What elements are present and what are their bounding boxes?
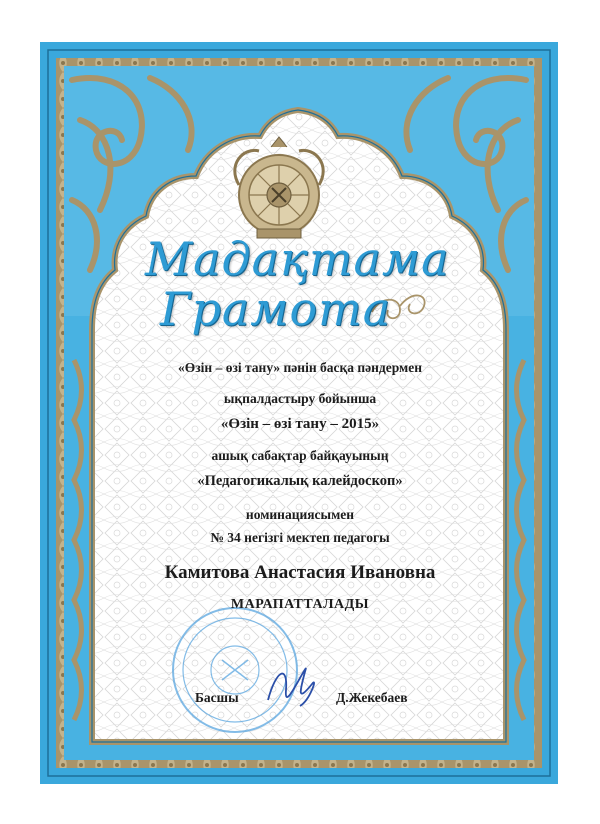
text-line-5: «Педагогикалық калейдоскоп»: [197, 473, 403, 489]
text-line-2: ықпалдастыру бойынша: [223, 391, 377, 406]
text-line-3: «Өзін – өзі тану – 2015»: [220, 416, 380, 432]
text-line-6: номинациясымен: [245, 507, 355, 522]
text-line-1: «Өзін – өзі тану» пәнін басқа пәндермен: [177, 360, 423, 375]
recipient-name: Камитова Анастасия Ивановна: [164, 562, 436, 583]
signature-name: Д.Жекебаев: [336, 690, 408, 705]
signature-position: Басшы: [195, 690, 239, 705]
text-line-7: № 34 негізгі мектеп педагогы: [210, 530, 390, 545]
text-line-4: ашық сабақтар байқауының: [211, 448, 389, 463]
title-line-1: Мадақтама: [145, 232, 450, 286]
award-text: МАРАПАТТАЛАДЫ: [230, 597, 370, 612]
title-line-2: Грамота: [160, 282, 392, 336]
